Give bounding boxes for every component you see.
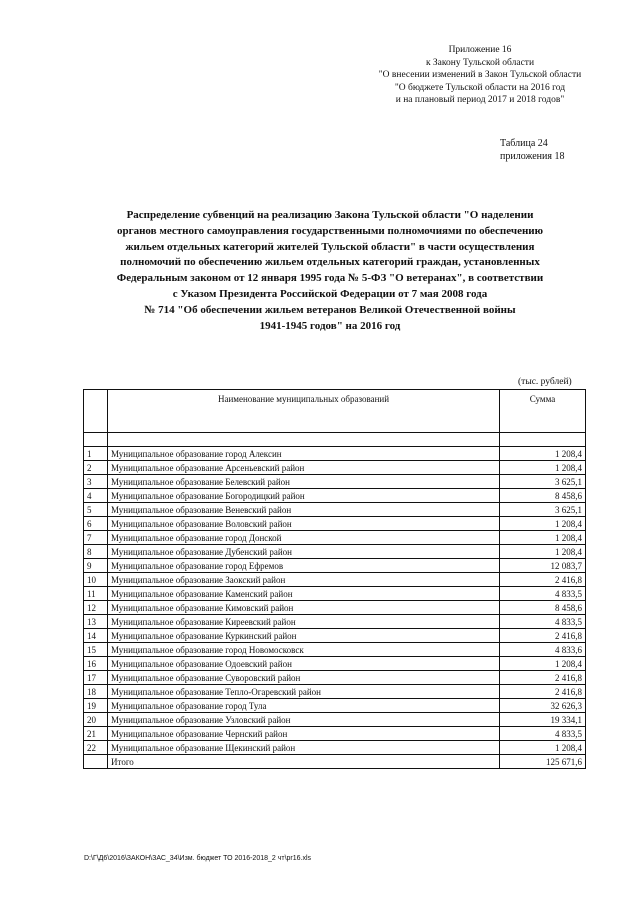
row-sum: 1 208,4 [500, 657, 586, 671]
table-row [84, 545, 586, 559]
row-name: Муниципальное образование Арсеньевский район [108, 461, 500, 475]
row-number: 1 [84, 447, 108, 461]
row-name: Муниципальное образование город Новомосковск [108, 643, 500, 657]
title-line: органов местного самоуправления государственными полномочиями по обеспечению [116, 224, 544, 237]
row-sum: 32 626,3 [500, 699, 586, 713]
row-sum: 4 833,5 [500, 727, 586, 741]
table-row [84, 447, 586, 461]
row-number: 4 [84, 489, 108, 503]
row-sum: 2 416,8 [500, 685, 586, 699]
row-sum: 4 833,6 [500, 643, 586, 657]
row-name: Муниципальное образование Суворовский район [108, 671, 500, 685]
appendix-line: "О внесении изменений в Закон Тульской области [378, 70, 582, 80]
title-line: с Указом Президента Российской Федерации от 7 мая 2008 года [172, 287, 488, 300]
row-number: 2 [84, 461, 108, 475]
row-sum: 1 208,4 [500, 531, 586, 545]
table-appendix-ref: приложения 18 [500, 150, 565, 162]
row-number: 16 [84, 657, 108, 671]
header-sum: Сумма [500, 390, 586, 433]
row-number: 22 [84, 741, 108, 755]
row-sum: 12 083,7 [500, 559, 586, 573]
table-row [84, 559, 586, 573]
row-name: Муниципальное образование Тепло-Огаревский район [108, 685, 500, 699]
table-row [84, 615, 586, 629]
row-name: Муниципальное образование Белевский район [108, 475, 500, 489]
blank-row [84, 433, 586, 447]
table-row [84, 671, 586, 685]
document-title [70, 208, 590, 334]
row-name: Муниципальное образование Куркинский район [108, 629, 500, 643]
total-row [84, 755, 586, 769]
row-name: Муниципальное образование Каменский район [108, 587, 500, 601]
row-name: Муниципальное образование Заокский район [108, 573, 500, 587]
row-number: 17 [84, 671, 108, 685]
table-row [84, 531, 586, 545]
row-name: Муниципальное образование Узловский район [108, 713, 500, 727]
table-row [84, 601, 586, 615]
table-row [84, 517, 586, 531]
row-name: Муниципальное образование Чернский район [108, 727, 500, 741]
row-name: Муниципальное образование Воловский район [108, 517, 500, 531]
row-sum: 2 416,8 [500, 573, 586, 587]
table-row [84, 629, 586, 643]
row-name: Муниципальное образование Дубенский район [108, 545, 500, 559]
row-number: 9 [84, 559, 108, 573]
row-number: 13 [84, 615, 108, 629]
total-sum: 125 671,6 [500, 755, 586, 769]
row-sum: 1 208,4 [500, 741, 586, 755]
appendix-line: "О бюджете Тульской области на 2016 год [394, 82, 566, 93]
header-name: Наименование муниципальных образований [108, 390, 500, 433]
title-line: Федеральным законом от 12 января 1995 года № 5-ФЗ "О ветеранах", в соответствии [116, 272, 544, 285]
title-line: полномочий по обеспечению жильем отдельных категорий граждан, установленных [120, 256, 540, 269]
header-number [84, 390, 108, 433]
table-number: Таблица 24 [500, 138, 548, 149]
row-sum: 2 416,8 [500, 671, 586, 685]
table-row [84, 713, 586, 727]
subventions-table [83, 389, 586, 769]
table-row [84, 699, 586, 713]
title-line: жильем отдельных категорий жителей Тульской области" в части осуществления [125, 240, 535, 253]
row-number: 20 [84, 713, 108, 727]
row-name: Муниципальное образование Богородицкий район [108, 489, 500, 503]
row-sum: 1 208,4 [500, 447, 586, 461]
row-sum: 4 833,5 [500, 587, 586, 601]
row-number: 5 [84, 503, 108, 517]
appendix-header [360, 44, 600, 107]
table-row [84, 503, 586, 517]
table-row [84, 727, 586, 741]
row-number: 14 [84, 629, 108, 643]
row-number: 3 [84, 475, 108, 489]
table-row [84, 489, 586, 503]
table-row [84, 643, 586, 657]
units-label: (тыс. рублей) [518, 377, 572, 387]
row-name: Муниципальное образование Киреевский район [108, 615, 500, 629]
table-row [84, 461, 586, 475]
row-number: 10 [84, 573, 108, 587]
row-name: Муниципальное образование Щекинский район [108, 741, 500, 755]
appendix-line: и на плановый период 2017 и 2018 годов" [395, 95, 565, 105]
row-name: Муниципальное образование город Ефремов [108, 559, 500, 573]
title-line: Распределение субвенций на реализацию Закона Тульской области "О наделении [126, 209, 534, 221]
table-row [84, 587, 586, 601]
total-number [84, 755, 108, 769]
row-sum: 2 416,8 [500, 629, 586, 643]
row-sum: 3 625,1 [500, 475, 586, 489]
row-name: Муниципальное образование Веневский район [108, 503, 500, 517]
row-sum: 1 208,4 [500, 545, 586, 559]
row-number: 6 [84, 517, 108, 531]
row-sum: 4 833,5 [500, 615, 586, 629]
row-sum: 19 334,1 [500, 713, 586, 727]
row-sum: 8 458,6 [500, 489, 586, 503]
row-number: 8 [84, 545, 108, 559]
appendix-line: к Закону Тульской области [425, 57, 535, 68]
table-reference [500, 138, 564, 163]
row-name: Муниципальное образование город Тула [108, 699, 500, 713]
row-sum: 3 625,1 [500, 503, 586, 517]
row-sum: 1 208,4 [500, 461, 586, 475]
row-number: 7 [84, 531, 108, 545]
title-line: № 714 "Об обеспечении жильем ветеранов Великой Отечественной войны [144, 303, 516, 316]
row-sum: 8 458,6 [500, 601, 586, 615]
row-number: 21 [84, 727, 108, 741]
table-row [84, 475, 586, 489]
row-sum: 1 208,4 [500, 517, 586, 531]
file-path-footer: D:\Г\Д6\2016\ЗАКОН\ЗАС_34\Изм. бюджет ТО 2016-2018_2 чт\pr16.xls [84, 855, 312, 862]
table-row [84, 573, 586, 587]
row-name: Муниципальное образование город Донской [108, 531, 500, 545]
table-header-row [84, 390, 586, 433]
row-name: Муниципальное образование Одоевский район [108, 657, 500, 671]
row-number: 12 [84, 601, 108, 615]
table-row [84, 741, 586, 755]
appendix-line: Приложение 16 [448, 45, 512, 55]
row-number: 15 [84, 643, 108, 657]
title-line: 1941-1945 годов" на 2016 год [259, 319, 401, 332]
row-number: 11 [84, 587, 108, 601]
row-name: Муниципальное образование город Алексин [108, 447, 500, 461]
row-name: Муниципальное образование Кимовский район [108, 601, 500, 615]
table-row [84, 685, 586, 699]
total-label: Итого [108, 755, 500, 769]
table-row [84, 657, 586, 671]
row-number: 18 [84, 685, 108, 699]
row-number: 19 [84, 699, 108, 713]
